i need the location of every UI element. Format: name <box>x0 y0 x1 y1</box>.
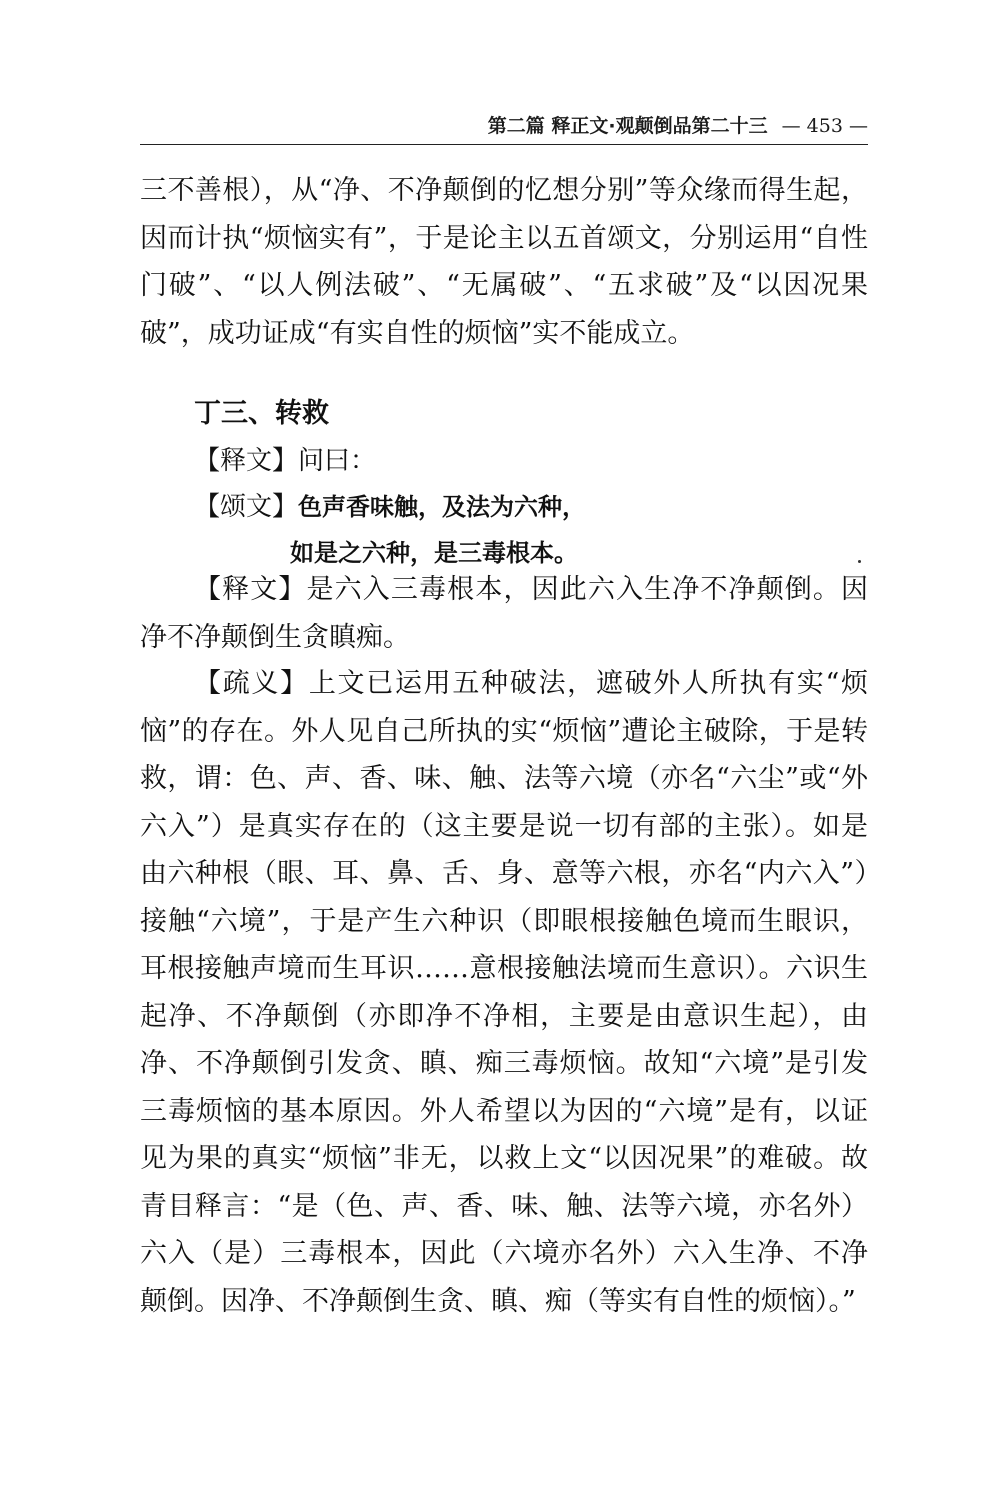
question-text: 问曰： <box>298 446 377 476</box>
running-header <box>140 110 868 142</box>
verse-text-1: 色声香味触，及法为六种， <box>298 493 587 521</box>
section-heading: 丁三、转救 <box>194 398 329 429</box>
commentary-text: 上文已运用五种破法，遮破外人所执有实“烦恼”的存在。外人见自己所执的实“烦恼”遭论主破除，于是转救，谓：色、声、香、味、触、法等六境（亦名“六尘”或“外六入”）是真实存在的（这主要是说一切有部的主张）。如是由六种根（眼、耳、鼻、舌、身、意等六根，亦名“内六入”）接触“六境”，于是产生六种识（即眼根接触色境而生眼识，耳根接触声境而生耳识……意根接触法境而生意识）。六识生起净、不净颠倒（亦即净不净相，主要是由意识生起），由净、不净颠倒引发贪、瞋、痴三毒烦恼。故知“六境”是引发三毒烦恼的基本原因。外人希望以为因的“六境”是有，以证见为果的真实“烦恼”非无，以救上文“以因况果”的难破。故青目释言：“是（色、声、香、味、触、法等六境，亦名外）六入（是）三毒根本，因此（六境亦名外）六入生净、不净颠倒。因净、不净颠倒生贪、瞋、痴（等实有自性的烦恼）。” <box>140 668 869 1317</box>
chapter-title: 第二篇 释正文·观颠倒品第二十三 <box>487 115 768 137</box>
continued-paragraph: 三不善根），从“净、不净颠倒的忆想分别”等众缘而得生起，因而计执“烦恼实有”，于是论主以五首颂文，分别运用“自性门破”、“以人例法破”、“无属破”、“五求破”及“以因况果破”，成功证成“有实自性的烦恼”实不能成立。 <box>140 175 868 349</box>
explanation-paragraph <box>140 566 868 661</box>
verse-line-1 <box>194 484 586 531</box>
stray-mark <box>858 560 861 563</box>
question-line <box>194 438 376 485</box>
commentary-paragraph <box>140 660 868 1325</box>
header-rule <box>140 144 868 145</box>
explanation-label: 【释文】 <box>194 574 307 605</box>
explanation-text: 是六入三毒根本，因此六入生净不净颠倒。因净不净颠倒生贪瞋痴。 <box>140 574 869 653</box>
page-number: — 453 — <box>781 115 868 137</box>
verse-text-2: 如是之六种，是三毒根本。 <box>290 539 578 567</box>
verse-label: 【颂文】 <box>194 492 299 522</box>
question-label: 【释文】 <box>194 446 299 476</box>
commentary-label: 【疏义】 <box>194 668 309 699</box>
